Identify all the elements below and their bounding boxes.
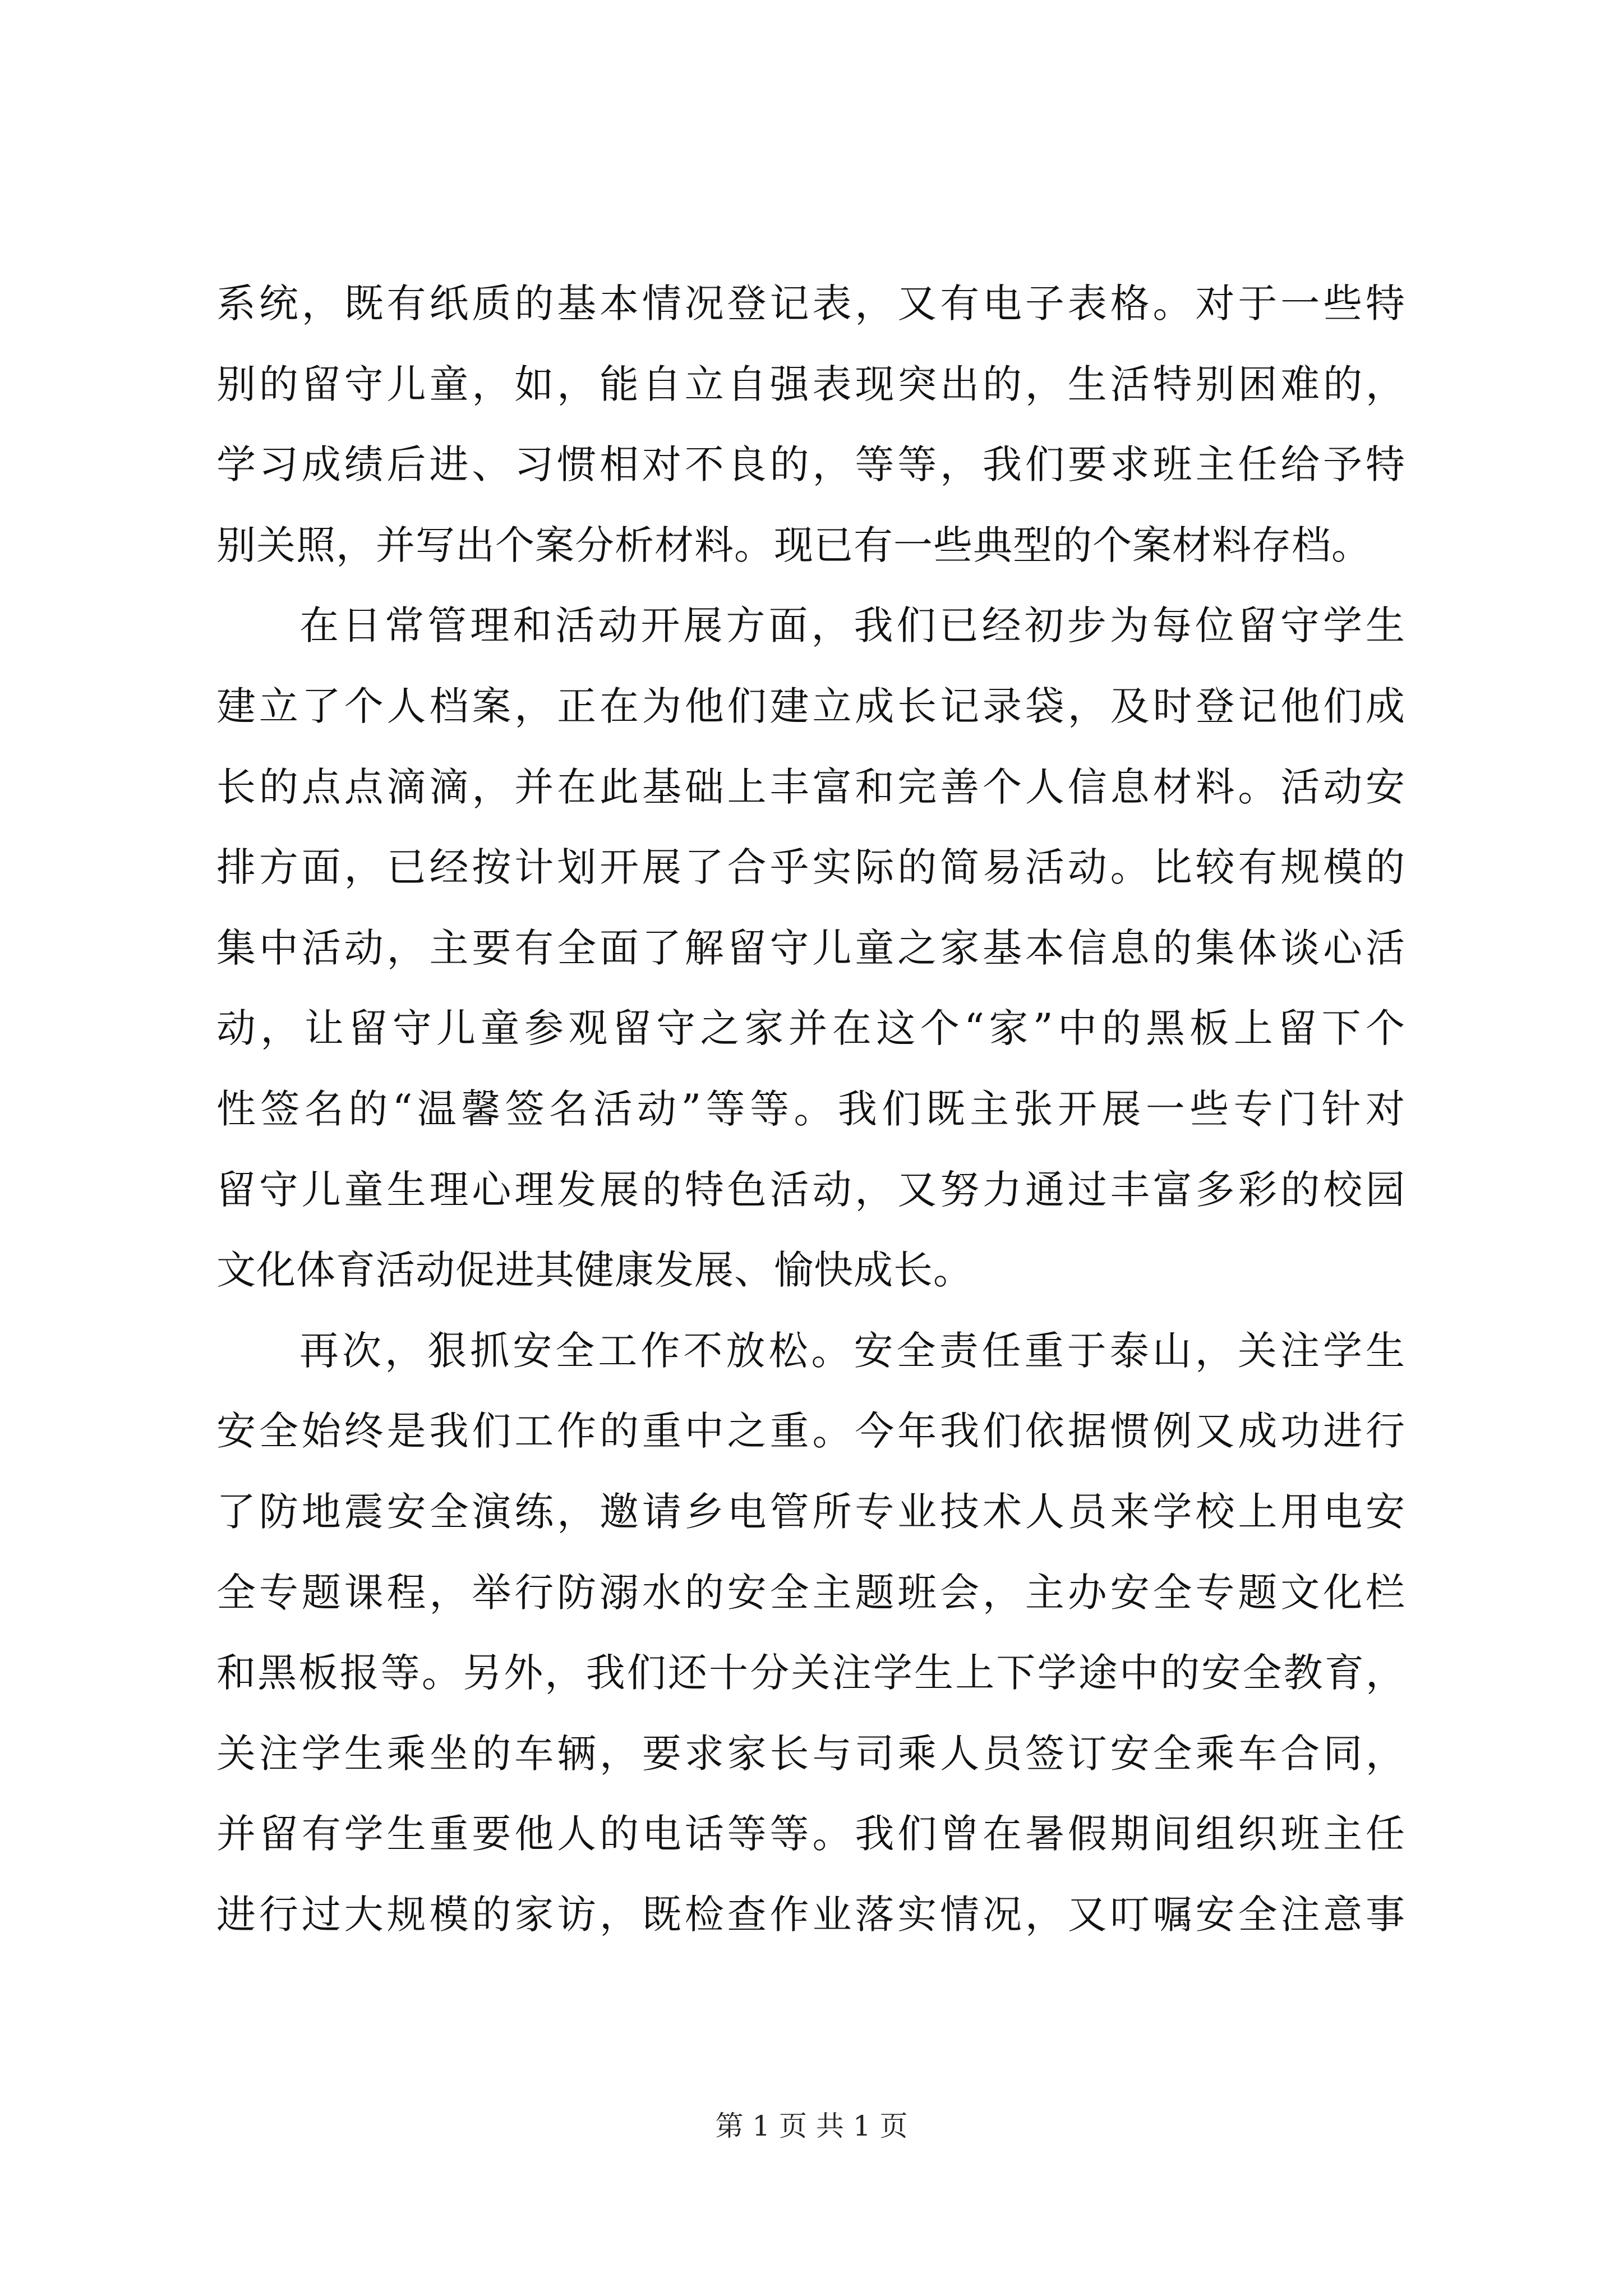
text-line: 和黑板报等。另外，我们还十分关注学生上下学途中的安全教育， (216, 1650, 1405, 1696)
page-footer (0, 2109, 1623, 2143)
text-line: 别的留守儿童，如，能自立自强表现突出的，生活特别困难的， (216, 361, 1405, 407)
text-line: 集中活动，主要有全面了解留守儿童之家基本信息的集体谈心活 (216, 924, 1405, 971)
text-line: 文化体育活动促进其健康发展、愉快成长。 (216, 1247, 973, 1294)
paragraph-first-line: 在日常管理和活动开展方面，我们已经初步为每位留守学生 (299, 602, 1405, 649)
document-body (216, 264, 1405, 1955)
text-line: 并留有学生重要他人的电话等等。我们曾在暑假期间组织班主任 (216, 1811, 1405, 1857)
page-number-label: 第 1 页 共 1 页 (715, 2110, 908, 2142)
text-line: 全专题课程，举行防溺水的安全主题班会，主办安全专题文化栏 (216, 1569, 1405, 1616)
text-line: 排方面，已经按计划开展了合乎实际的简易活动。比较有规模的 (216, 844, 1405, 891)
text-line: 建立了个人档案，正在为他们建立成长记录袋，及时登记他们成 (216, 683, 1405, 729)
text-line: 动，让留守儿童参观留守之家并在这个“家”中的黑板上留下个 (216, 1005, 1405, 1052)
text-line: 了防地震安全演练，邀请乡电管所专业技术人员来学校上用电安 (216, 1488, 1405, 1535)
text-line: 长的点点滴滴，并在此基础上丰富和完善个人信息材料。活动安 (216, 763, 1405, 810)
text-line: 进行过大规模的家访，既检查作业落实情况，又叮嘱安全注意事 (216, 1891, 1405, 1938)
text-line: 留守儿童生理心理发展的特色活动，又努力通过丰富多彩的校园 (216, 1166, 1405, 1213)
text-line: 别关照，并写出个案分析材料。现已有一些典型的个案材料存档。 (216, 522, 1371, 568)
text-line: 学习成绩后进、习惯相对不良的，等等，我们要求班主任给予特 (216, 441, 1405, 488)
text-line: 安全始终是我们工作的重中之重。今年我们依据惯例又成功进行 (216, 1408, 1405, 1455)
paragraph-first-line: 再次，狠抓安全工作不放松。安全责任重于泰山，关注学生 (299, 1327, 1405, 1374)
text-line: 性签名的“温馨签名活动”等等。我们既主张开展一些专门针对 (216, 1085, 1405, 1132)
text-line: 关注学生乘坐的车辆，要求家长与司乘人员签订安全乘车合同， (216, 1730, 1405, 1777)
text-line: 系统，既有纸质的基本情况登记表，又有电子表格。对于一些特 (216, 280, 1405, 326)
